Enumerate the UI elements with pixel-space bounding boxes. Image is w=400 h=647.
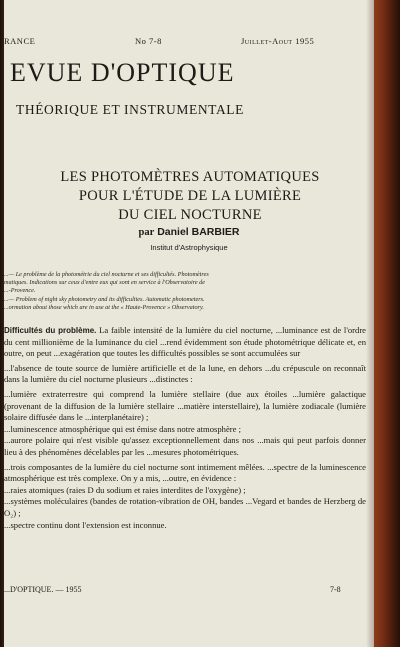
paragraph-text: La faible intensité de la lumière du ciel nocturne, ...luminance est de l'ordre du cent millionième de la luminance du ciel ...rend évidemment son étude photométrique délicate et, en outre, on peut ...exagération que toutes les difficultés possibles se sont accumulées sur [4,325,366,359]
body-paragraph: ...l'absence de toute source de lumière artificielle et de la lune, en dehors ...du crépuscule on reconnaît dans la lumière du ciel nocturne plusieurs ...distinctes : [4,362,366,385]
journal-title: EVUE D'OPTIQUE [10,58,235,87]
issue-number: No 7-8 [135,36,162,46]
book-binding [374,0,400,647]
body-paragraph: ...spectre continu dont l'extension est inconnue. [4,519,167,530]
issue-date: Juillet-Aout 1955 [241,36,315,46]
document-page [4,0,374,647]
body-paragraph: ...raies atomiques (raies D du sodium et raies interdites de l'oxygène) ; [4,484,246,495]
author-affiliation: Institut d'Astrophysique [150,243,228,252]
abstract-french [4,271,364,295]
body-paragraph [4,325,366,360]
journal-subtitle: THÉORIQUE ET INSTRUMENTALE [16,102,244,117]
article-title [20,168,360,225]
body-paragraph: ...aurore polaire qui n'est visible qu'assez exceptionnellement dans nos ...mais qui peut parfois donner lieu à des phénomènes décelables par les ...mesures photométriques. [4,435,366,457]
article-title-line: DU CIEL NOCTURNE [118,207,262,223]
body-paragraph: ...trois composantes de la lumière du ciel nocturne sont intimement mêlées. ...spectre de la luminescence atmosphérique est très complexe. On y a mis, ...outre, en évidence : [4,461,366,484]
abstract-line: matiques. Indications sur ceux d'entre eux qui sont en service à l'Observatoire de [4,279,205,286]
footer-page-number: 7-8 [330,585,341,594]
abstract-line: ...-Provence. [4,287,36,294]
section-heading: Difficultés du problème. [4,326,97,335]
article-title-line: LES PHOTOMÈTRES AUTOMATIQUES [60,169,320,185]
body-paragraph: ...luminescence atmosphérique qui est émise dans notre atmosphère ; [4,423,241,434]
footer-journal: ...D'OPTIQUE. — 1955 [4,585,82,594]
article-title-line: POUR L'ÉTUDE DE LA LUMIÈRE [78,188,302,204]
body-paragraph: ...systèmes moléculaires (bandes de rotation-vibration de OH, bandes ...Vegard et bandes de Herzberg de O₂) ; [4,496,366,518]
abstract-line: ...— Problem of night sky photometry and its difficulties. Automatic photometers. [4,296,205,303]
header-left: RANCE [4,36,36,46]
body-paragraph: ...lumière extraterrestre qui comprend la lumière stellaire (due aux étoiles ...lumière galactique (provenant de la diffusion de la lumière stellaire ...matière interstellaire), la lumière zodiacale (lumière solaire diffusée dans le ...interplanétaire) ; [4,388,366,423]
author-line [4,226,374,238]
author-name: Daniel BARBIER [157,226,240,238]
abstract-english [4,296,364,312]
article-body [4,325,366,531]
author-prefix: par [138,227,155,238]
abstract-line: ...ormation about those which are in use at the « Haute-Provence » Observatory. [4,304,204,311]
abstract-line: ...— Le problème de la photométrie du ciel nocturne et ses difficultés. Photomètres [4,271,209,278]
